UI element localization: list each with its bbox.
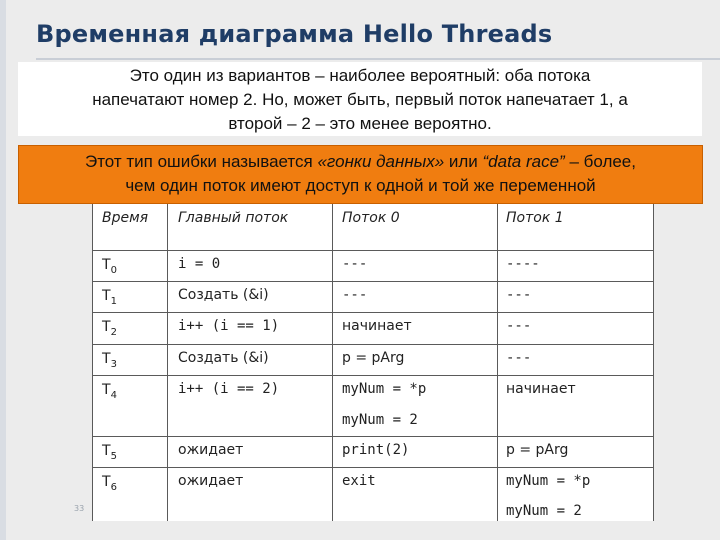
table-col-divider [167, 204, 168, 521]
slide-number: 33 [74, 504, 85, 513]
thread1-cell-line-2: myNum = 2 [506, 503, 582, 519]
note-line-3: второй – 2 – это менее вероятно. [228, 114, 492, 133]
time-cell: $T_3$ [102, 351, 117, 370]
thread0-cell-line-2: myNum = 2 [342, 412, 418, 428]
data-race-callout [18, 145, 703, 204]
thread0-cell: --- [342, 256, 368, 272]
explanation-note [18, 62, 702, 136]
note-line-2: напечатают номер 2. Но, может быть, первый поток напечатает 1, а [92, 90, 628, 109]
table-row-divider [92, 250, 654, 251]
thread1-cell: p = pArg [506, 442, 569, 458]
time-cell: $T_4$ [102, 382, 117, 401]
thread1-cell: --- [506, 318, 532, 334]
header-main-thread: Главный поток [178, 210, 289, 226]
table-row-divider [92, 344, 654, 345]
main-thread-cell: Создать (&i) [178, 287, 269, 303]
callout-term-en: “data race” [482, 152, 565, 171]
time-cell: $T_0$ [102, 257, 117, 276]
main-thread-cell: Создать (&i) [178, 350, 269, 366]
table-row-divider [92, 375, 654, 376]
callout-text-post: – более, [564, 152, 636, 171]
table-row-divider [92, 436, 654, 437]
slide-title: Временная диаграмма Hello Threads [36, 20, 553, 48]
thread1-cell: --- [506, 287, 532, 303]
thread0-cell: exit [342, 473, 376, 489]
table-row-divider [92, 281, 654, 282]
callout-text-mid: или [444, 152, 483, 171]
thread0-cell: myNum = *p [342, 381, 427, 397]
time-cell: $T_5$ [102, 443, 117, 462]
callout-term-ru: «гонки данных» [317, 152, 445, 171]
thread1-cell: --- [506, 350, 532, 366]
thread1-cell: начинает [506, 381, 576, 397]
time-cell: $T_1$ [102, 288, 117, 307]
callout-text-pre: Этот тип ошибки называется [84, 152, 318, 171]
timing-table [92, 204, 654, 521]
main-thread-cell: i++ (i == 1) [178, 318, 280, 334]
table-row-divider [92, 312, 654, 313]
thread0-cell: p = pArg [342, 350, 405, 366]
table-border-right [653, 204, 654, 521]
time-cell: $T_2$ [102, 319, 117, 338]
table-border-left [92, 204, 93, 521]
table-col-divider [332, 204, 333, 521]
thread0-cell: print(2) [342, 442, 410, 458]
main-thread-cell: i = 0 [178, 256, 221, 272]
main-thread-cell: ожидает [178, 442, 244, 458]
thread1-cell: ---- [506, 256, 540, 272]
title-divider [36, 58, 720, 60]
thread0-cell: начинает [342, 318, 412, 334]
callout-line-2: чем один поток имеют доступ к одной и той же переменной [125, 176, 596, 195]
thread1-cell: myNum = *p [506, 473, 591, 489]
header-time: Время [102, 210, 149, 226]
main-thread-cell: ожидает [178, 473, 244, 489]
table-row-divider [92, 467, 654, 468]
header-thread-0: Поток 0 [342, 210, 400, 226]
main-thread-cell: i++ (i == 2) [178, 381, 280, 397]
table-col-divider [497, 204, 498, 521]
left-accent-bar [0, 0, 6, 540]
header-thread-1: Поток 1 [506, 210, 564, 226]
time-cell: $T_6$ [102, 474, 117, 493]
thread0-cell: --- [342, 287, 368, 303]
callout-line-1 [19, 150, 702, 174]
note-line-1: Это один из вариантов – наиболее вероятный: оба потока [129, 66, 591, 85]
